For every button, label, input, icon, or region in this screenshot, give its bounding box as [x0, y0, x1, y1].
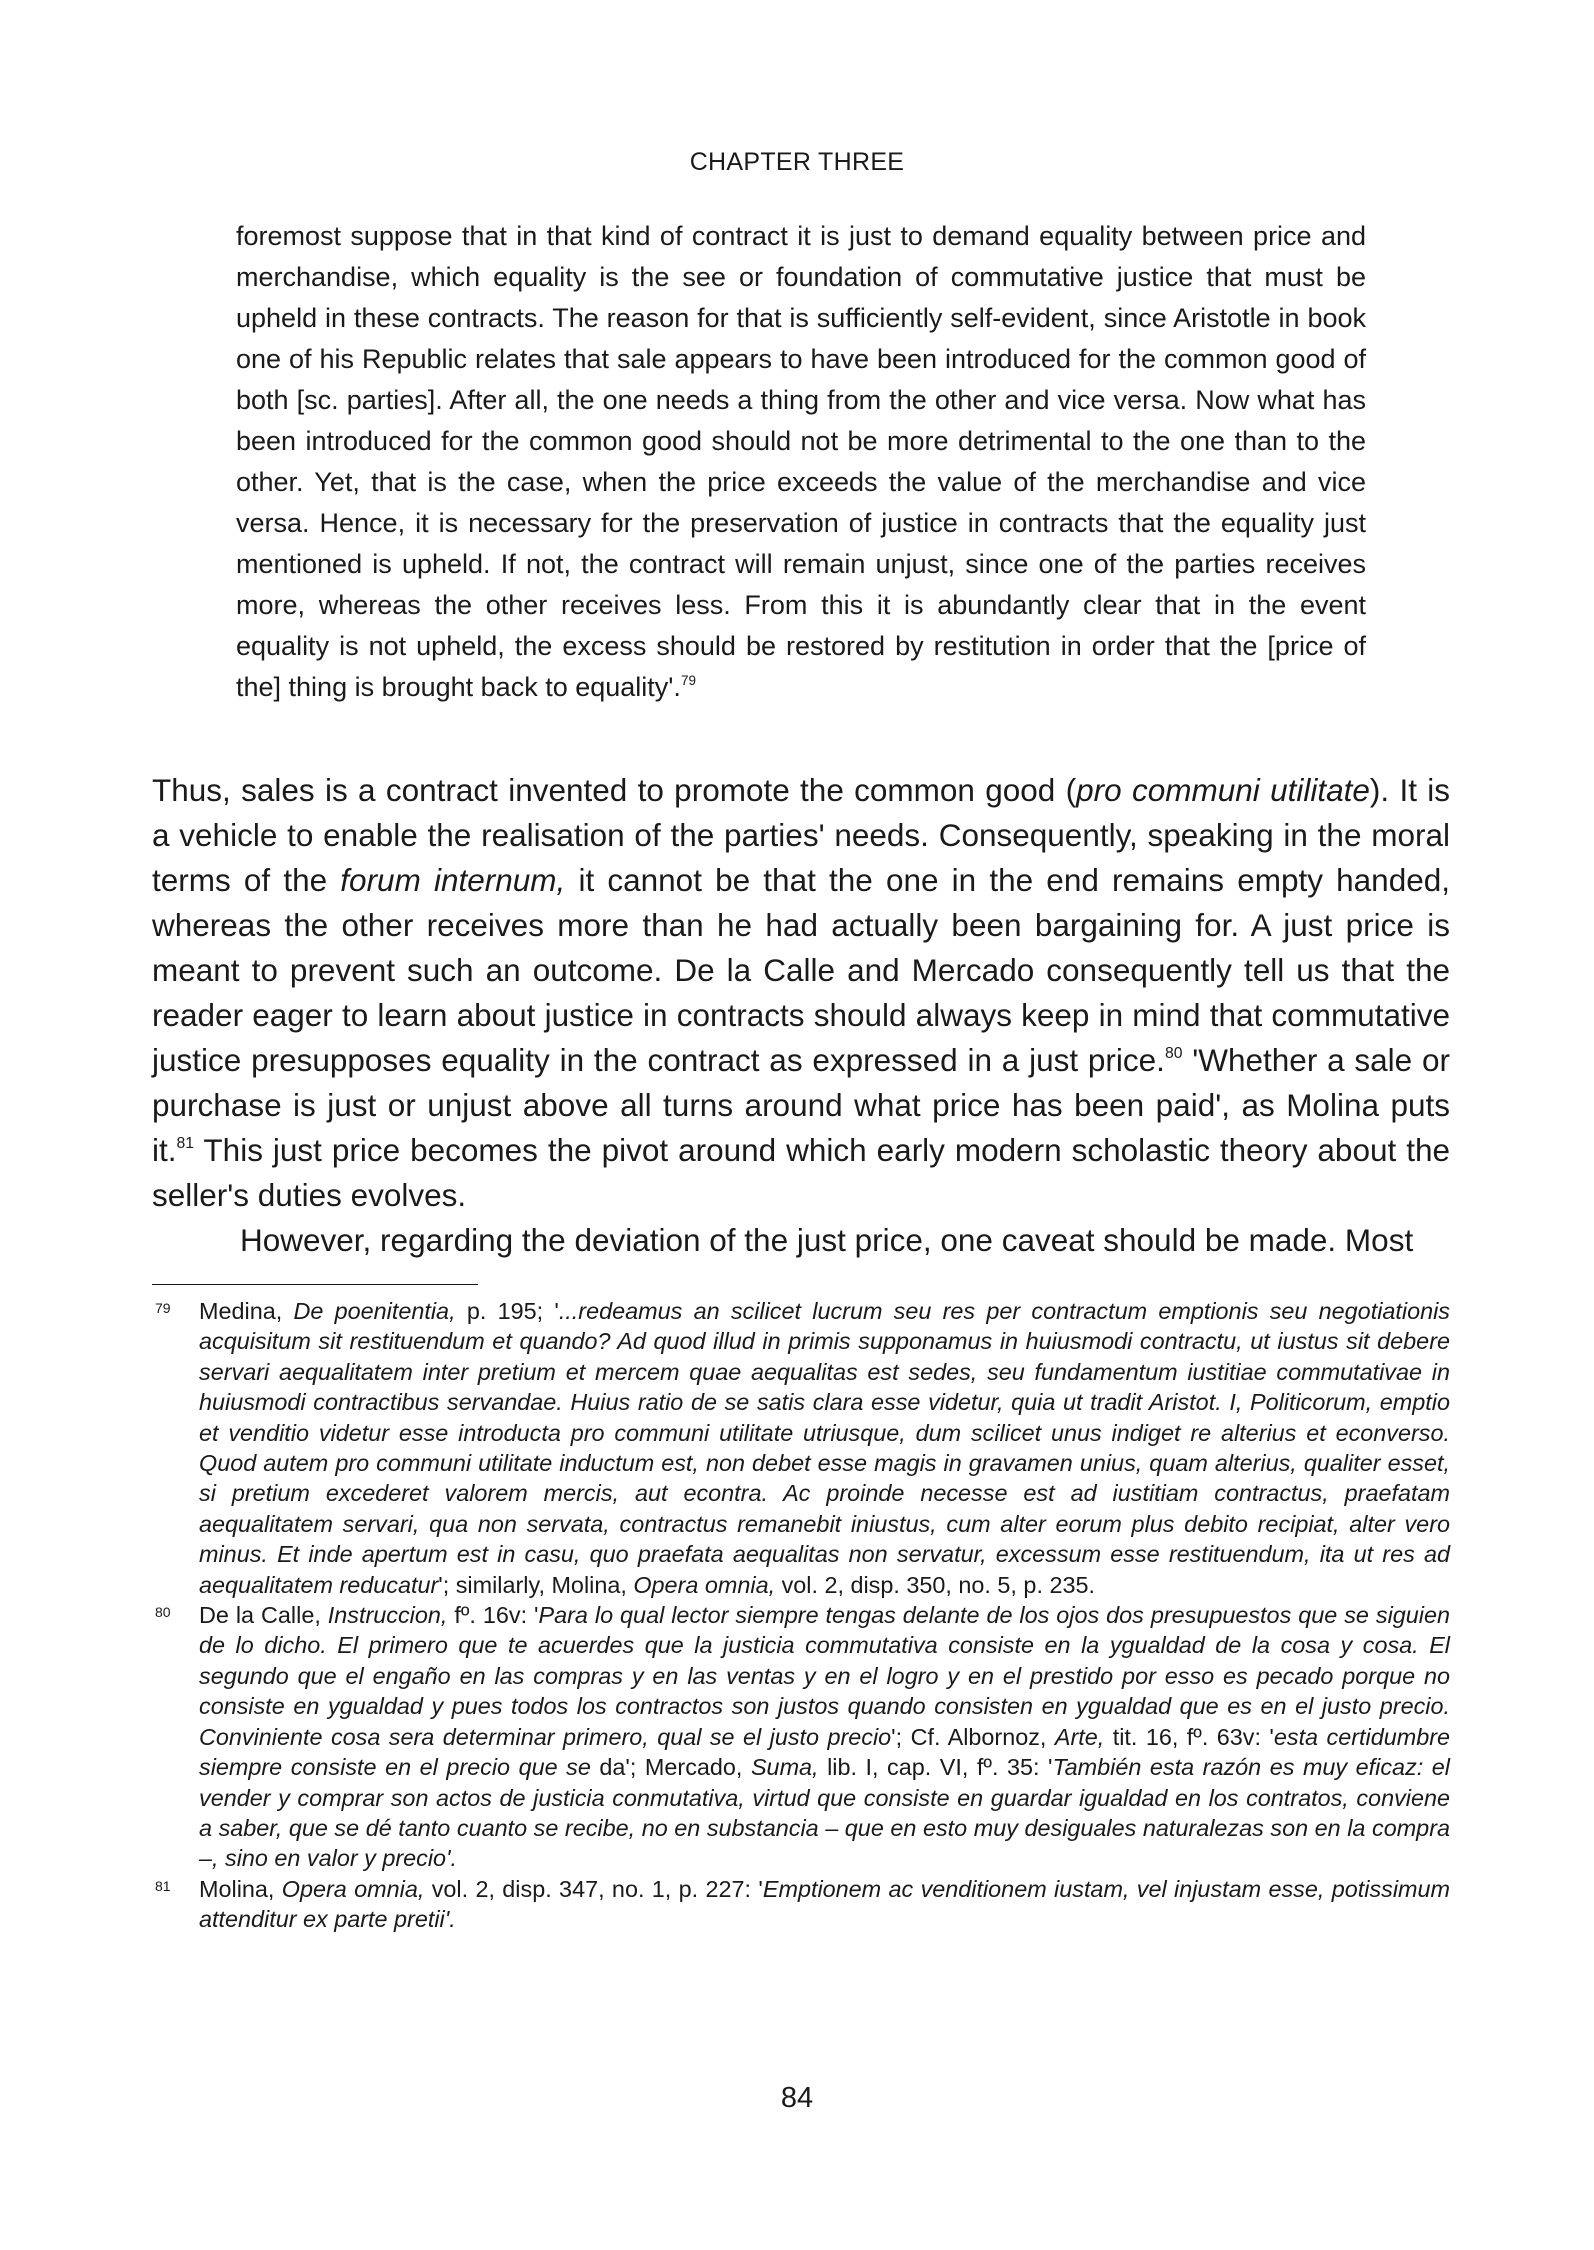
footnote-separator [152, 1284, 478, 1285]
footnote-text-span: '; similarly, Molina, [438, 1571, 634, 1598]
footnote-79 [152, 1296, 1450, 1600]
footnote-italic-span: Para lo qual lector siempre tengas delante de los ojos dos presupuestos que se siguien de lo dicho. El primero que te acuerdes que la justicia commutativa consiste en la ygualdad de la cosa y cosa. El segundo que el engaño en las compras y en las ventas y en el logro y en el prestido por esso es pecado porque no consiste en ygualdad y pues todos los contractos son justos quando consisten en ygualdad que es en el justo precio. Conviniente cosa sera determinar primero, qual se el justo precio [199, 1602, 1450, 1750]
page-number: 84 [780, 2082, 814, 2114]
body-paragraph-1 [152, 768, 1450, 1218]
footnote-text-span: De la Calle, [199, 1602, 328, 1629]
footnote-italic-span: También esta razón es muy eficaz: el vender y comprar son actos de justicia conmutativa, virtud que consiste en guardar igualdad en los contratos, conviene a saber, que se dé tanto cuanto se recibe, no en substancia – que en esto muy desiguales naturalezas son en la compra –, sino en valor y precio'. [199, 1754, 1451, 1872]
body-text [152, 768, 1450, 1263]
footnote-text-span: fº. 16v: ' [447, 1602, 539, 1629]
footnote-text-span: Medina, [199, 1298, 294, 1324]
body-text-span: Thus, sales is a contract invented to promote the common good ( [152, 772, 1077, 808]
body-text-span: 'Whether a sale or purchase is just or unjust above all turns around what price has been paid', as Molina puts it. [152, 1042, 1450, 1168]
footnote-text-span: vol. 2, disp. 350, no. 5, p. 235. [775, 1571, 1095, 1598]
footnote-italic-span: De poenitentia, [293, 1298, 456, 1324]
footnote-italic-span: Emptionem ac venditionem iustam, vel injustam esse, potissimum attenditur ex parte pretii'. [199, 1875, 1451, 1933]
footnote-text-span: lib. I, cap. VI, fº. 35: ' [818, 1754, 1053, 1781]
footnote-ref-81[interactable]: 81 [176, 1134, 195, 1152]
footnote-italic-span: Opera omnia, [633, 1571, 776, 1598]
body-text-span: it cannot be that the one in the end remains empty handed, whereas the other receives more than he had actually been bargaining for. A just price is meant to prevent such an outcome. De la Calle and Mercado consequently tell us that the reader eager to learn about justice in contracts should always keep in mind that commutative justice presupposes equality in the contract as expressed in a just price. [152, 862, 1451, 1078]
body-paragraph-2: However, regarding the deviation of the just price, one caveat should be made. Most [240, 1222, 1414, 1258]
footnote-text-span: tit. 16, fº. 63v: ' [1104, 1723, 1274, 1750]
body-text-span: This just price becomes the pivot around which early modern scholastic theory about the seller's duties evolves. [152, 1132, 1450, 1213]
footnote-italic-span: Arte, [1054, 1723, 1105, 1750]
footnote-text-span: '; Cf. Albornoz, [891, 1723, 1055, 1750]
footnote-italic-span: ...redeamus an scilicet lucrum seu res per contractum emptionis seu negotiationis acquisitum sit restituendum et quando? Ad quod illud in primis supponamus in huiusmodi contractu, ut iustus sit debere servari aequalitatem inter pretium et mercem quae aequalitas est sedes, seu fundamentum iustitiae commutativae in huiusmodi contractibus servandae. Huius ratio de se satis clara esse videtur, quia ut tradit Aristot. I, Politicorum, emptio et venditio videtur esse introducta pro communi utilitate utriusque, dum scilicet unus indiget re alterius et econverso. Quod autem pro communi utilitate inductum est, non debet esse magis in gravamen unius, quam alterius, qualiter esset, si pretium excederet valorem mercis, aut econtra. Ac proinde necesse est ad iustitiam contractus, praefatam aequalitatem servari, qua non servata, contractus remanebit iniustus, cum alter eorum plus debito recipiat, alter vero minus. Et inde apertum est in casu, quo praefata aequalitas non servatur, excessum esse restituendum, ita ut res ad aequalitatem reducatur [199, 1298, 1451, 1598]
body-italic-span: pro communi utilitate [1076, 772, 1370, 808]
body-italic-span: forum internum, [340, 862, 566, 898]
footnote-number: 80 [155, 1604, 171, 1621]
footnote-number: 79 [155, 1300, 171, 1316]
footnote-text-span: p. 195; ' [455, 1298, 559, 1324]
footnote-ref-80[interactable]: 80 [1164, 1044, 1183, 1062]
block-quote-text: foremost suppose that in that kind of contract it is just to demand equality between price and merchandise, which equality is the see or foundation of commutative justice that must be upheld in these contracts. The reason for that is sufficiently self-evident, since Aristotle in book one of his Republic relates that sale appears to have been introduced for the common good of both [sc. parties]. After all, the one needs a thing from the other and vice versa. Now what has been introduced for the common good should not be more detrimental to the one than to the other. Yet, that is the case, when the price exceeds the value of the merchandise and vice versa. Hence, it is necessary for the preservation of justice in contracts that the equality just mentioned is upheld. If not, the contract will remain unjust, since one of the parties receives more, whereas the other receives less. From this it is abundantly clear that in the event equality is not upheld, the excess should be restored by restitution in order that the [price of the] thing is brought back to equality'. [236, 221, 1366, 702]
block-quote [236, 216, 1366, 708]
footnote-text-span: da'; Mercado, [590, 1754, 751, 1781]
footnote-text-span: Molina, [199, 1875, 282, 1902]
footnote-ref-79[interactable]: 79 [680, 672, 696, 688]
footnote-81 [152, 1874, 1450, 1935]
footnote-80 [152, 1600, 1450, 1874]
footnote-italic-span: Opera omnia, [281, 1875, 425, 1902]
footnote-text-span: vol. 2, disp. 347, no. 1, p. 227: ' [424, 1875, 763, 1902]
footnote-italic-span: Suma, [750, 1754, 819, 1781]
footnote-italic-span: esta certidumbre siempre consiste en el precio que se [199, 1723, 1451, 1781]
running-head: CHAPTER THREE [689, 148, 905, 176]
footnote-italic-span: Instruccion, [327, 1602, 448, 1629]
body-text-span: ). It is a vehicle to enable the realisation of the parties' needs. Consequently, speaking in the moral terms of the [152, 772, 1451, 898]
footnote-number: 81 [155, 1877, 171, 1894]
footnotes [152, 1296, 1450, 1935]
